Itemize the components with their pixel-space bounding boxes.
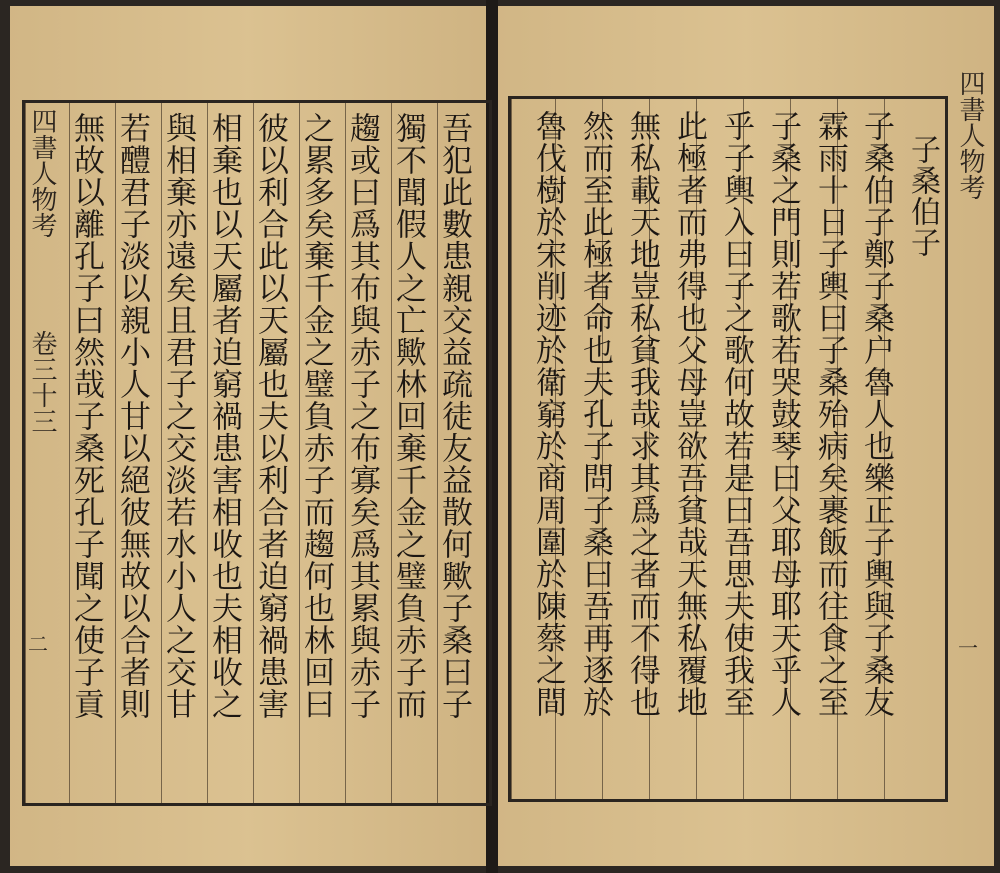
text-column: 相棄也以天屬者迫窮禍患害相收也夫相收之 [206,112,242,720]
text-column: 然而至此極者命也夫孔子問子桑曰吾再逐於 [577,110,613,718]
text-column: 無私載天地豈私貧我哉求其爲之者而不得也 [624,110,660,718]
text-column: 吾犯此數患親交益疏徒友益散何歟子桑曰子 [436,112,472,720]
folio-number: 一 [958,636,978,660]
text-column: 子桑伯子鄭子桑户魯人也樂正子輿與子桑友 [858,110,894,718]
text-column: 無故以離孔子曰然哉子桑死孔子聞之使子貢 [68,112,104,720]
text-column: 乎子輿入曰子之歌何故若是曰吾思夫使我至 [718,110,754,718]
text-column: 魯伐樹於宋削迹於衛窮於商周圍於陳蔡之間 [530,110,566,718]
text-column: 趨或曰爲其布與赤子之布寡矣爲其累與赤子 [344,112,380,720]
folio-number: 二 [28,632,48,656]
text-column: 子桑之門則若歌若哭鼓琴曰父耶母耶天乎人 [765,110,801,718]
edge-volume: 卷三十三 [27,330,57,434]
text-column: 之累多矣棄千金之璧負赤子而趨何也林回曰 [298,112,334,720]
text-column: 若醴君子淡以親小人甘以絕彼無故以合者則 [114,112,150,720]
text-column: 霖雨十日子輿曰子桑殆病矣裹飯而往食之至 [812,110,848,718]
section-heading: 子桑伯子 [905,134,940,258]
text-column: 此極者而弗得也父母豈欲吾貧哉天無私覆地 [671,110,707,718]
text-column: 獨不聞假人之亡歟林回棄千金之璧負赤子而 [390,112,426,720]
edge-title: 四書人物考 [955,70,985,200]
text-column: 與相棄亦遠矣且君子之交淡若水小人之交甘 [160,112,196,720]
text-column: 彼以利合此以天屬也夫以利合者迫窮禍患害 [252,112,288,720]
edge-title: 四書人物考 [27,108,57,238]
